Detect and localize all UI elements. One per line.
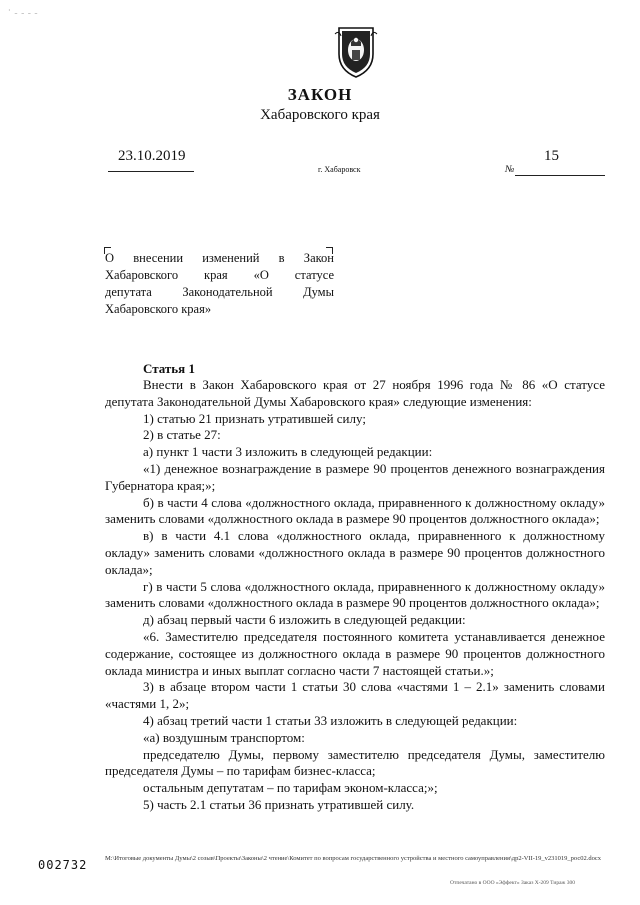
article-paragraph: д) абзац первый части 6 изложить в следующей редакции: <box>143 612 466 628</box>
file-path: М:\Итоговые документы Думы\2 созыв\Проекты\Законы\2 чтение\Комитет по вопросам государственного устройства и местного самоуправления\др2-VII-19_v231019_рос02.docx <box>105 855 601 862</box>
law-heading <box>105 250 334 318</box>
law-number: 15 <box>544 148 559 164</box>
heading-line: депутата Законодательной Думы <box>105 285 334 299</box>
heading-line: Хабаровского края» <box>105 302 212 316</box>
number-sign: № <box>505 164 515 175</box>
printer-note: Отпечатано в ООО «Эффект» Заказ Х-209 Тираж 300 <box>450 880 575 886</box>
article-paragraph: 3) в абзаце втором части 1 статьи 30 слова «частями 1 – 2.1» заменить словами «частями 1, 2»; <box>105 679 605 712</box>
article-body <box>105 377 605 814</box>
article-paragraph: «а) воздушным транспортом: <box>143 729 305 745</box>
article-paragraph: 4) абзац третий части 1 статьи 33 изложить в следующей редакции: <box>143 712 518 728</box>
coat-of-arms-emblem <box>333 24 379 80</box>
law-title: ЗАКОН <box>287 85 353 104</box>
article-paragraph: в) в части 4.1 слова «должностного оклада, приравненного к должностному окладу» заменить словами «должностного оклада в размере 90 процентов должностного оклада»; <box>105 528 605 577</box>
number-underline <box>515 175 605 176</box>
article-title: Статья 1 <box>143 361 195 376</box>
article-paragraph: Внести в Закон Хабаровского края от 27 ноября 1996 года № 86 «О статусе депутата Законодательной Думы Хабаровского края» следующие изменения: <box>105 377 605 409</box>
heading-line: Хабаровского края «О статусе <box>105 268 334 282</box>
document-number: 002732 <box>38 858 88 872</box>
heading-line: О внесении изменений в Закон <box>105 251 334 265</box>
article-paragraph: «6. Заместителю председателя постоянного комитета устанавливается денежное содержание, состоящее из должностного оклада в размере 90 процентов должностного оклада министра и иных выплат согласно части 7 настоящей статьи.»; <box>105 628 605 678</box>
article-paragraph: остальным депутатам – по тарифам эконом-класса;»; <box>143 780 438 796</box>
article-paragraph: б) в части 4 слова «должностного оклада, приравненного к должностному окладу» заменить словами «должностного оклада в размере 90 процентов должностного оклада»; <box>105 494 605 527</box>
article-paragraph: 1) статью 21 признать утратившей силу; <box>143 410 366 426</box>
article-paragraph: председателю Думы, первому заместителю председателя Думы, заместителю председателя Думы – по тарифам бизнес-класса; <box>105 746 605 779</box>
law-subtitle: Хабаровского края <box>260 107 380 123</box>
article-paragraph: «1) денежное вознаграждение в размере 90 процентов денежного вознаграждения Губернатора края;»; <box>105 460 605 493</box>
article-paragraph: а) пункт 1 части 3 изложить в следующей редакции: <box>143 444 433 460</box>
law-date: 23.10.2019 <box>118 148 186 164</box>
law-city: г. Хабаровск <box>318 165 361 174</box>
article-paragraph: 5) часть 2.1 статьи 36 признать утратившей силу. <box>143 796 415 812</box>
scan-corner-mark: · ˍ ˍ ˍ ˍ <box>8 6 39 15</box>
article-paragraph: 2) в статье 27: <box>143 427 221 443</box>
article-paragraph: г) в части 5 слова «должностного оклада, приравненного к должностному окладу» заменить словами «должностного оклада в размере 90 процентов должностного оклада»; <box>105 578 605 611</box>
date-underline <box>108 171 194 172</box>
